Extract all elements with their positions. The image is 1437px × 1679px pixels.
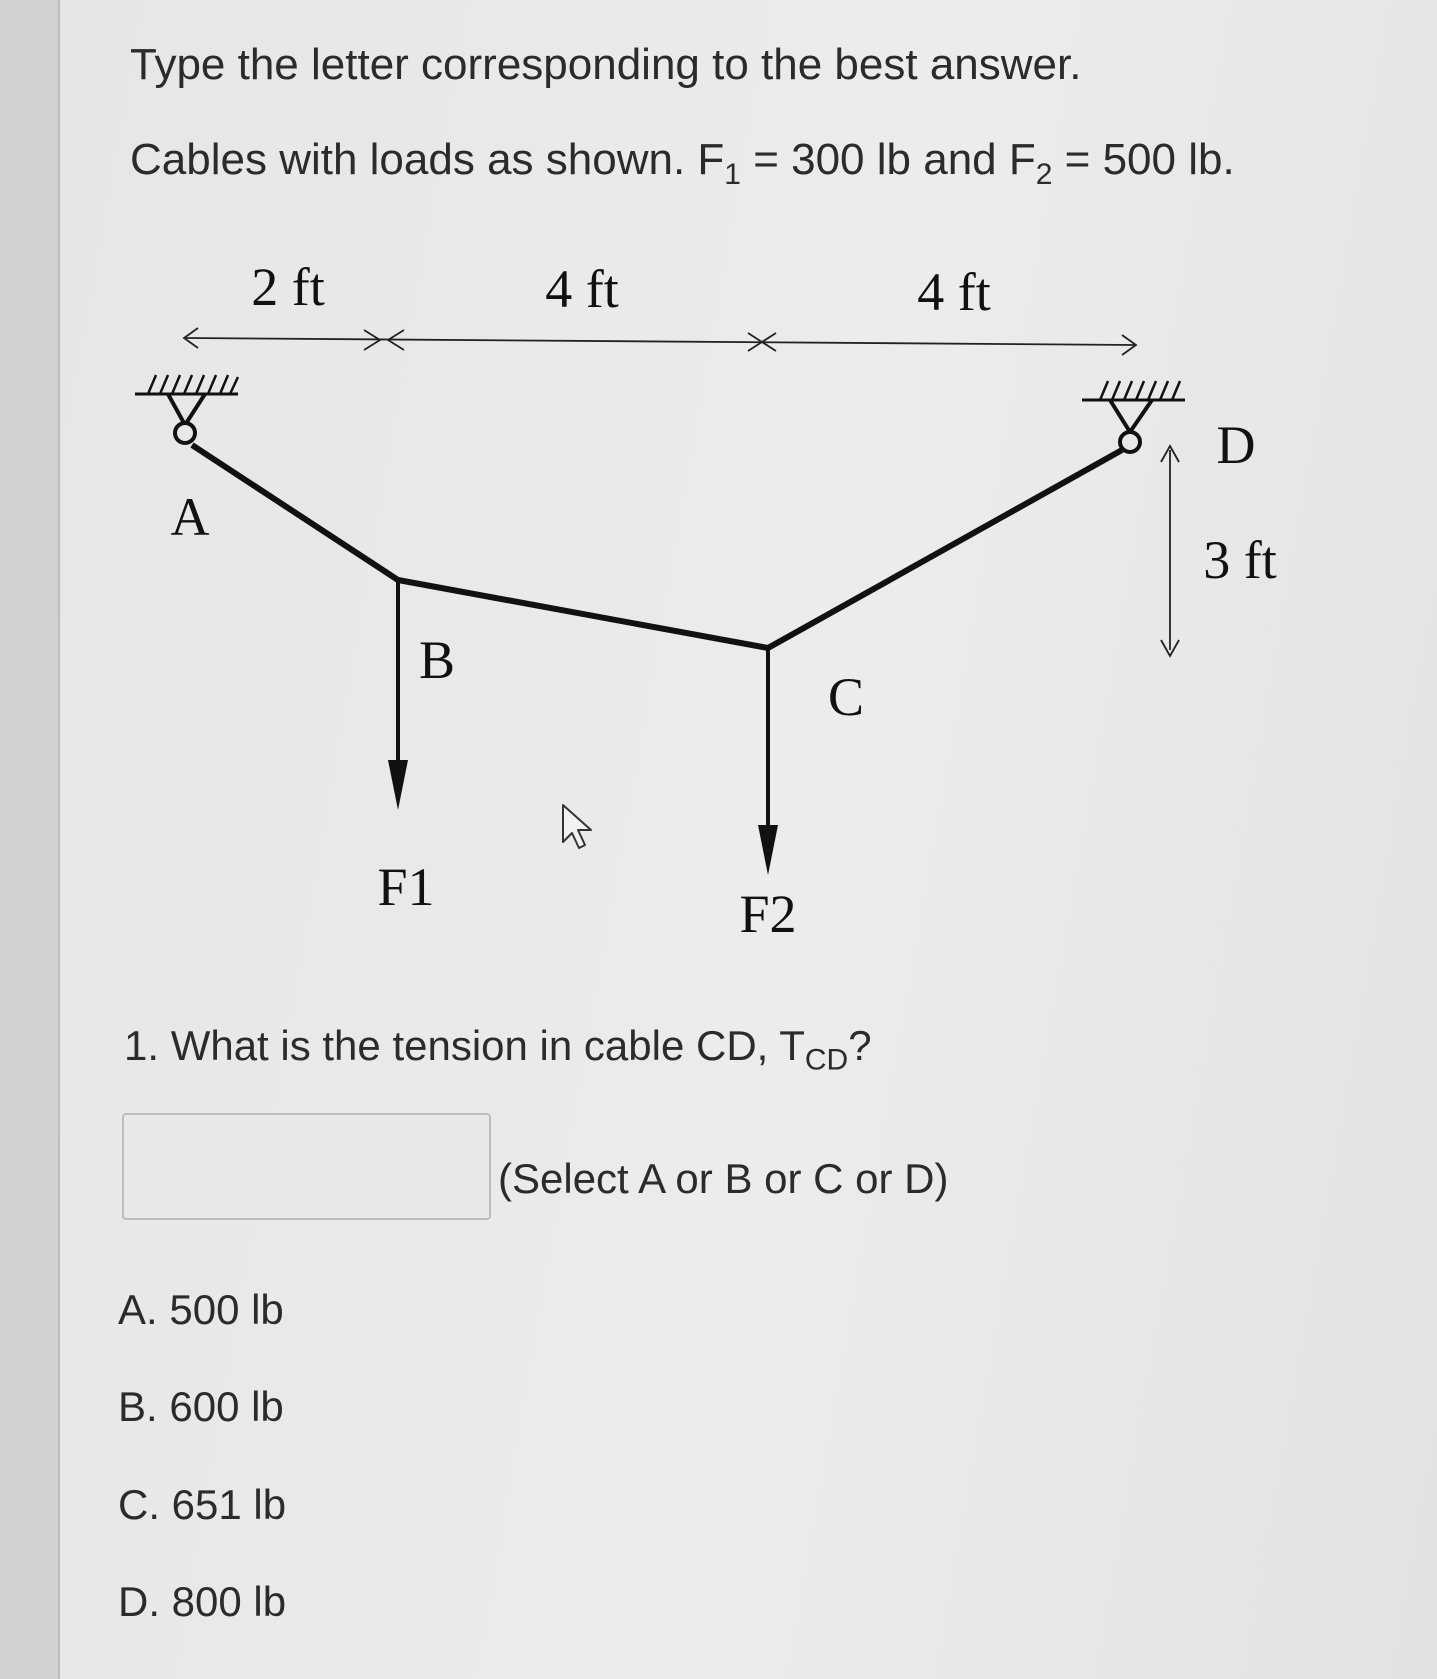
f2-subscript: 2	[1035, 157, 1053, 191]
question-text	[124, 1022, 872, 1077]
answer-hint: (Select A or B or C or D)	[498, 1155, 949, 1202]
pin-support-a	[135, 375, 238, 443]
load-arrow-f1	[388, 580, 408, 810]
dimension-bc-label: 4 ft	[545, 259, 619, 319]
force-label-f2: F2	[739, 884, 797, 944]
point-label-b: B	[418, 630, 456, 690]
option-c: C. 651 lb	[118, 1481, 287, 1528]
question-suffix: ?	[848, 1022, 872, 1069]
f1-subscript: 1	[724, 157, 741, 191]
option-b: B. 600 lb	[118, 1383, 284, 1430]
dimension-ab-label: 2 ft	[251, 257, 325, 317]
option-a: A. 500 lb	[118, 1286, 284, 1333]
point-label-a: A	[170, 487, 210, 547]
load-arrow-f2	[758, 648, 778, 875]
force-label-f1: F1	[377, 857, 435, 917]
answer-input[interactable]	[122, 1113, 491, 1220]
given-f2-value: = 500 lb.	[1052, 135, 1235, 184]
given-prefix: Cables with loads as shown. F	[130, 135, 725, 184]
cable-abcd	[192, 445, 1122, 648]
dimension-cd-label: 4 ft	[917, 262, 991, 322]
point-label-c: C	[827, 667, 865, 727]
pin-support-d	[1082, 381, 1185, 452]
option-d: D. 800 lb	[118, 1578, 287, 1625]
point-label-d: D	[1216, 415, 1256, 475]
instruction-text: Type the letter corresponding to the best answer.	[130, 40, 1082, 89]
question-main: 1. What is the tension in cable CD, T	[124, 1022, 805, 1069]
mouse-pointer-icon	[563, 805, 591, 848]
dimension-vertical-label: 3 ft	[1203, 530, 1277, 590]
question-subscript: CD	[804, 1043, 849, 1077]
given-f1-value: = 300 lb and F	[740, 135, 1036, 184]
horizontal-dimension-line	[184, 328, 1136, 355]
vertical-dimension-line	[1161, 446, 1179, 656]
